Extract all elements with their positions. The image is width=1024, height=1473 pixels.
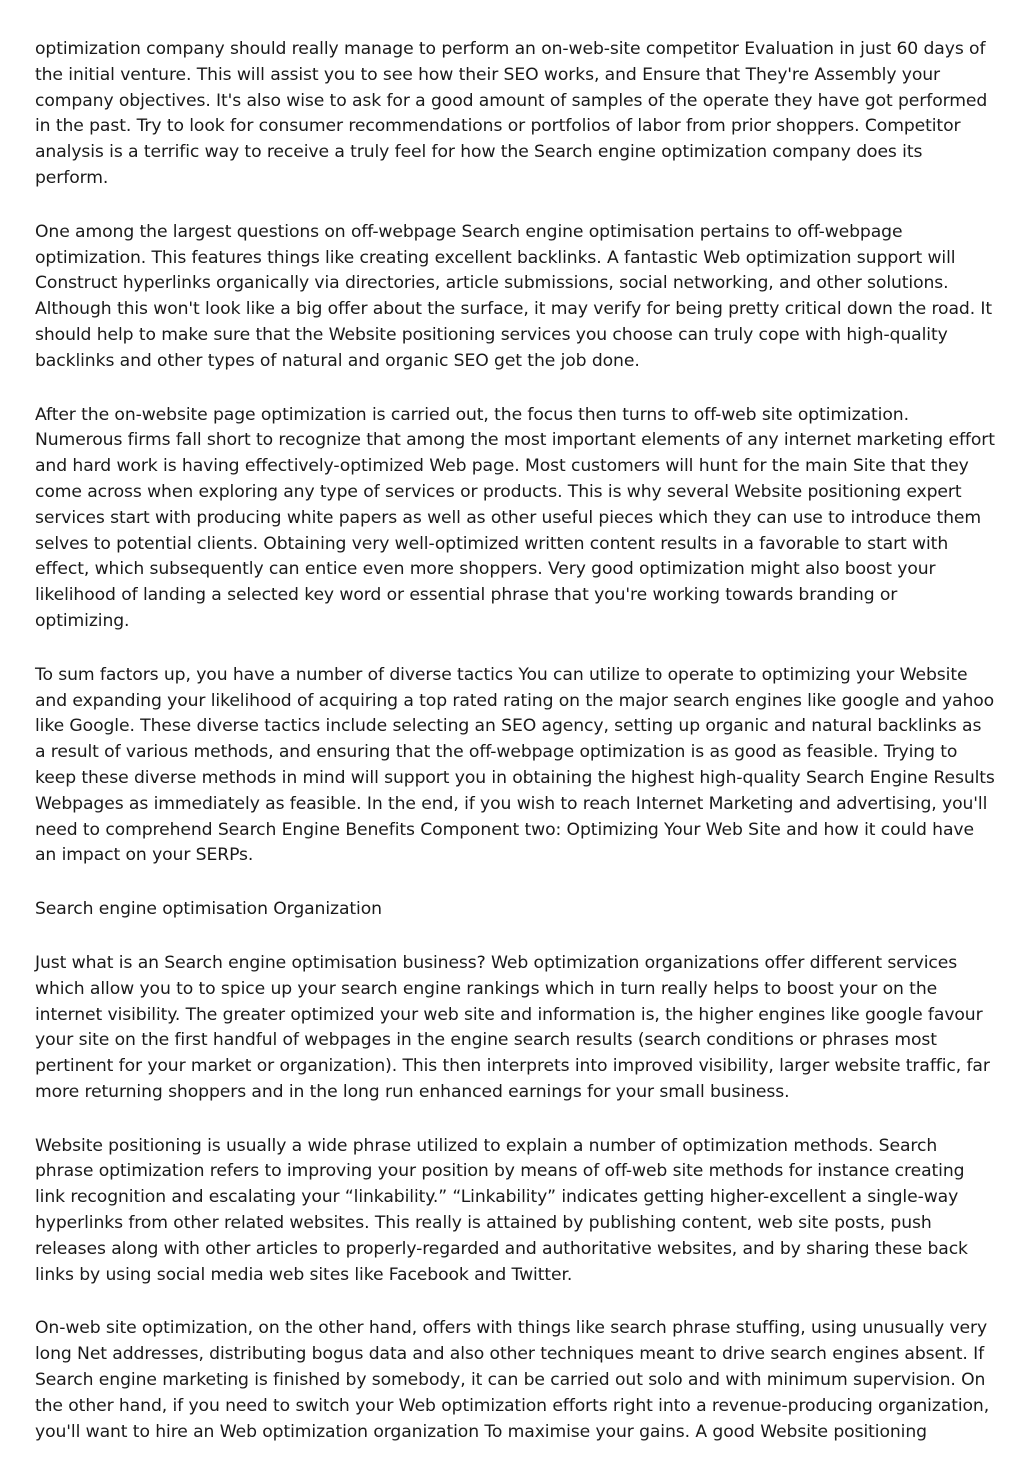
paragraph-website-positioning: Website positioning is usually a wide phrase utilized to explain a number of optimization methods. Search phrase optimization refers to improving your position by means of off-web site methods for instance creating link recognition and escalating your “linkability.” “Linkability” indicates getting higher-excellent a single-way hyperlinks from other related websites. This really is attained by publishing content, web site posts, push releases along with other articles to properly-regarded and authoritative websites, and by sharing these back links by using social media web sites like Facebook and Twitter. — [35, 1135, 968, 1285]
paragraph-what-is-seo-business: Just what is an Search engine optimisation business? Web optimization organizations offer different services which allow you to to spice up your search engine rankings which in turn really helps to boost your on the internet visibility. The greater optimized your web site and information is, the higher engines like google favour your site on the first handful of webpages in the engine search results (search conditions or phrases most pertinent for your market or organization). This then interprets into improved visibility, larger website traffic, far more returning shoppers and in the long run enhanced earnings for your small business. — [35, 952, 990, 1102]
paragraph-competitor-evaluation: optimization company should really manage to perform an on-web-site competitor Evaluation in just 60 days of the initial venture. This will assist you to see how their SEO works, and Ensure that They're Assembly your company objectives. It's also wise to ask for a good amount of samples of the operate they have got performed in the past. Try to look for consumer recommendations or portfolios of labor from prior shoppers. Competitor analysis is a terrific way to receive a truly feel for how the Search engine optimization company does its perform. — [35, 39, 988, 188]
paragraph-off-site-optimization: After the on-website page optimization is carried out, the focus then turns to off-web site optimization. Numerous firms fall short to recognize that among the most important elements of any internet marketing effort and hard work is having effectively-optimized Web page. Most customers will hunt for the main Site that they come across when exploring any type of services or products. This is why several Website positioning expert services start with producing white papers as well as other useful pieces which they can use to introduce them selves to potential clients. Obtaining very well-optimized written content results in a favorable to start with effect, which subsequently can entice even more shoppers. Very good optimization might also boost your likelihood of landing a selected key word or essential phrase that you're working towards branding or optimizing. — [35, 404, 995, 631]
paragraph-off-page-questions: One among the largest questions on off-webpage Search engine optimisation pertains to off-webpage optimization. This features things like creating excellent backlinks. A fantastic Web optimization support will Construct hyperlinks organically via directories, article submissions, social networking, and other solutions. Although this won't look like a big offer about the surface, it may verify for being pretty critical down the road. It should help to make sure that the Website positioning services you choose can truly cope with high-quality backlinks and other types of natural and organic SEO get the job done. — [35, 221, 993, 371]
paragraph-sum-up: To sum factors up, you have a number of diverse tactics You can utilize to operate to optimizing your Website and expanding your likelihood of acquiring a top rated rating on the major search engines like google and yahoo like Google. These diverse tactics include selecting an SEO agency, setting up organic and natural backlinks as a result of various methods, and ensuring that the off-webpage optimization is as good as feasible. Trying to keep these diverse methods in mind will support you in obtaining the highest high-quality Search Engine Results Webpages as immediately as feasible. In the end, if you wish to reach Internet Marketing and advertising, you'll need to comprehend Search Engine Benefits Component two: Optimizing Your Web Site and how it could have an impact on your SERPs. — [35, 664, 995, 866]
section-heading: Search engine optimisation Organization — [35, 899, 382, 920]
document-page — [35, 37, 995, 1473]
paragraph-on-site-optimization: On-web site optimization, on the other hand, offers with things like search phrase stuffing, using unusually very long Net addresses, distributing bogus data and also other techniques meant to drive search engines absent. If Search engine marketing is finished by somebody, it can be carried out solo and with minimum supervision. On the other hand, if you need to switch your Web optimization efforts right into a revenue-producing organization, you'll want to hire an Web optimization organization To maximise your gains. A good Website positioning — [35, 1318, 990, 1442]
